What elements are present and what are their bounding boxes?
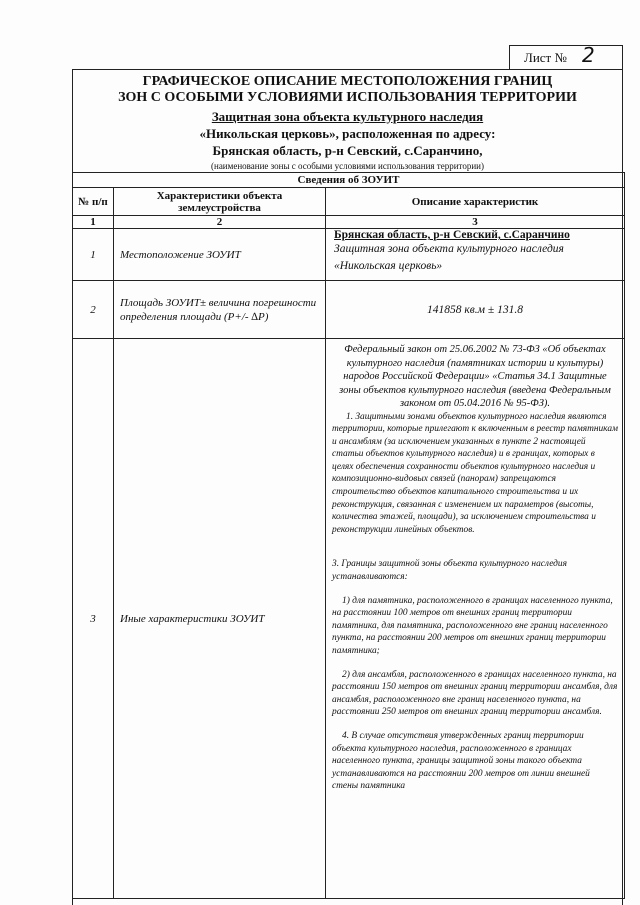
title-line-1: ГРАФИЧЕСКОЕ ОПИСАНИЕ МЕСТОПОЛОЖЕНИЯ ГРАНИЦ — [142, 74, 553, 89]
table-header-row — [73, 188, 625, 216]
zouit-table — [72, 172, 625, 899]
table-row — [73, 281, 625, 339]
location-address: Брянская область, р-н Севский, с.Саранчино — [334, 229, 570, 241]
table-index-row — [73, 216, 625, 229]
section-title: Сведения об ЗОУИТ — [73, 173, 625, 188]
address-line: Брянская область, р-н Севский, с.Саранчино, — [212, 143, 483, 158]
clause-1-head: 1. Защитными зонами объектов культурного наследия являются — [346, 411, 607, 422]
row-number: 2 — [73, 281, 114, 339]
col-num-header: № п/п — [73, 188, 114, 216]
zone-name: Защитная зона объекта культурного наследия — [211, 109, 484, 124]
clause-3: 3. Границы защитной зоны объекта культурного наследия устанавливаются: — [332, 559, 567, 583]
row-number: 3 — [73, 339, 114, 899]
title-line-2: ЗОН С ОСОБЫМИ УСЛОВИЯМИ ИСПОЛЬЗОВАНИЯ ТЕРРИТОРИИ — [118, 90, 577, 105]
col-description-header: Описание характеристик — [326, 188, 625, 216]
index-3: 3 — [326, 216, 625, 229]
index-2: 2 — [114, 216, 326, 229]
row-characteristic: Площадь ЗОУИТ± величина погрешности определения площади (P+/- ∆P) — [114, 281, 326, 339]
col-characteristics-header: Характеристики объекта землеустройства — [114, 188, 326, 216]
zone-caption: (наименование зоны с особыми условиями использования территории) — [211, 161, 484, 171]
sheet-number-box — [509, 45, 623, 69]
table-row — [73, 229, 625, 281]
sheet-label: Лист № — [524, 50, 567, 65]
location-zone: Защитная зона объекта культурного наследия «Никольская церковь» — [334, 243, 564, 272]
area-value: 141858 кв.м ± 131.8 — [326, 281, 625, 339]
clause-4: 4. В случае отсутствия утвержденных границ территории объекта культурного наследия, расположенного в границах населенного пункта, границы защитной зоны такого объекта устанавливаются на расстоянии 200 метров от линии внешней стены памятника — [332, 730, 590, 792]
document-frame — [72, 69, 623, 905]
index-1: 1 — [73, 216, 114, 229]
clause-3-1: 1) для памятника, расположенного в границах населенного пункта, на расстоянии 100 метров от внешних границ территории памятника, для памятника, расположенного вне границ населенного пункта, на расстоянии 200 метров от внешних границ территории памятника; — [332, 595, 613, 656]
law-reference: Федеральный закон от 25.06.2002 № 73-ФЗ «Об объектах культурного наследия (памятниках истории и культуры) народов Российской Федерации» «Статья 34.1 Защитные зоны объектов культурного наследия (введена Федеральным законом от 05.04.2016 № 95-ФЗ). — [339, 344, 611, 409]
table-section-title-row — [73, 173, 625, 188]
row-description — [326, 229, 625, 281]
clause-1: территории, которые прилегают к включенным в реестр памятникам и ансамблям (за исключением указанных в пункте 2 настоящей статьи объектов культурного наследия) и в границах, которых в целях обеспечения сохранности объектов культурного наследия и композиционно-видовых связей (панорам) запрещаются строительство объектов капитального строительства и их реконструкция, связанная с изменением их параметров (высоты, количества этажей, площади), за исключением строительства и реконструкции линейных объектов. — [332, 424, 618, 535]
sheet-number: 2 — [582, 43, 595, 67]
clause-3-2: 2) для ансамбля, расположенного в границах населенного пункта, на расстоянии 150 метров от внешних границ территории ансамбля, для ансамбля, расположенного вне границ населенного пункта, на расстоянии 250 метров от внешних границ территории ансамбля. — [332, 669, 618, 718]
object-name: «Никольская церковь», расположенная по адресу: — [199, 126, 496, 141]
row-characteristic: Иные характеристики ЗОУИТ — [114, 339, 326, 899]
row-number: 1 — [73, 229, 114, 281]
table-row — [73, 339, 625, 899]
row-description — [326, 339, 625, 899]
row-characteristic: Местоположение ЗОУИТ — [114, 229, 326, 281]
